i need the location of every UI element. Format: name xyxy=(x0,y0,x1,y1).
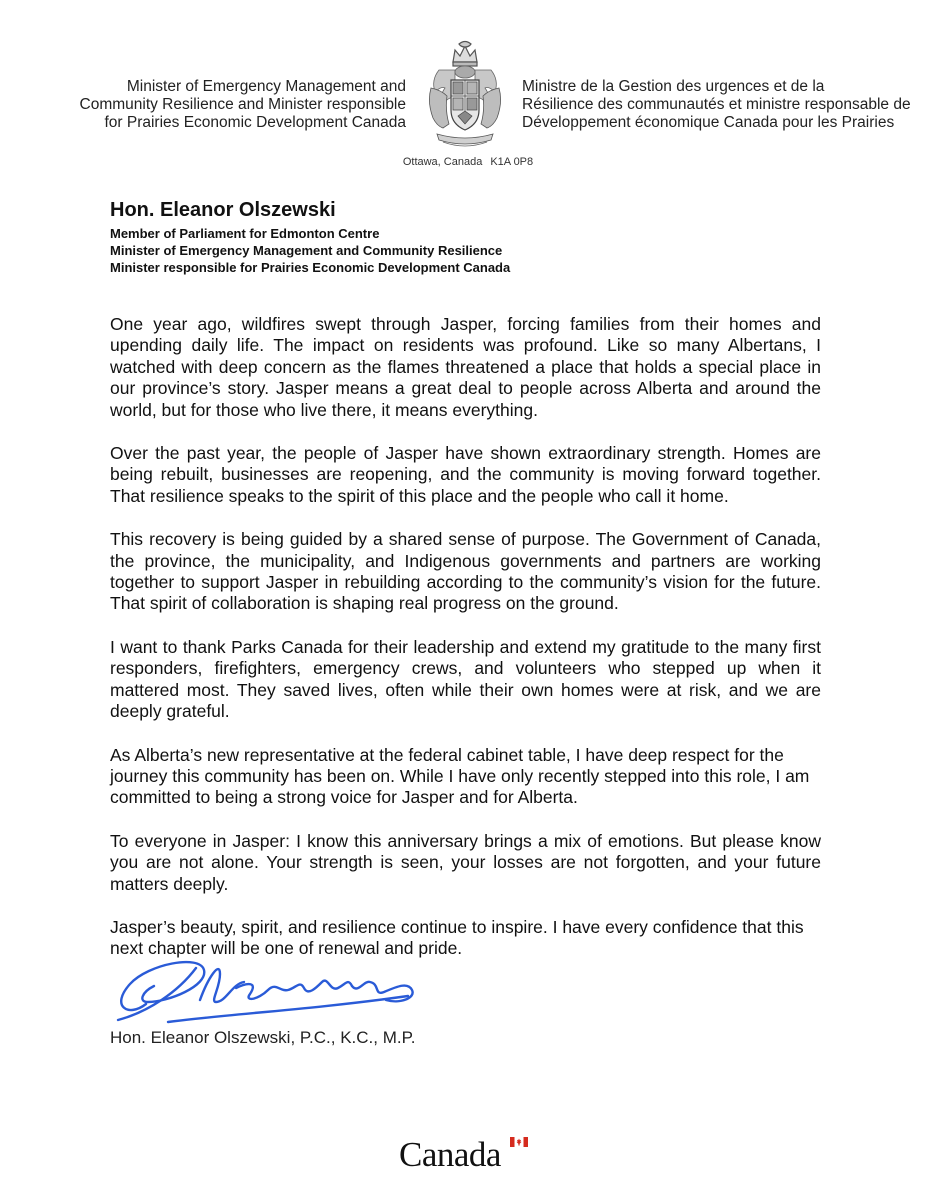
letterhead-french-line: Résilience des communautés et ministre responsable de xyxy=(522,96,911,113)
letter-paragraph: To everyone in Jasper: I know this anniversary brings a mix of emotions. But please know you are not alone. Your strength is seen, your losses are not forgotten, and your future matters deeply. xyxy=(110,830,821,894)
coat-of-arms-icon xyxy=(425,40,505,150)
letterhead-english-line: Community Resilience and Minister responsible xyxy=(79,96,406,113)
letterhead-english-line: for Prairies Economic Development Canada xyxy=(104,114,406,131)
letterhead-french-line: Ministre de la Gestion des urgences et de la xyxy=(522,78,825,95)
letter-paragraph: One year ago, wildfires swept through Jasper, forcing families from their homes and upending daily life. The impact on residents was profound. Like so many Albertans, I watched with deep concern as the flames threatened a place that holds a special place in our province’s story. Jasper means a great deal to people across Alberta and around the world, but for those who live there, it means everything. xyxy=(110,314,821,420)
maple-leaf-flag-icon xyxy=(510,1137,528,1147)
sender-title: Minister of Emergency Management and Community Resilience xyxy=(110,243,503,258)
address-postal-code: K1A 0P8 xyxy=(490,156,534,168)
sender-title: Member of Parliament for Edmonton Centre xyxy=(110,226,380,241)
address-city: Ottawa, Canada xyxy=(402,156,483,168)
signoff-name: Hon. Eleanor Olszewski, P.C., K.C., M.P. xyxy=(110,1028,416,1047)
letterhead-french xyxy=(522,78,911,132)
wordmark-text: Canada xyxy=(399,1135,501,1174)
letter-paragraph: Over the past year, the people of Jasper have shown extraordinary strength. Homes are being rebuilt, businesses are reopening, and the community is moving forward together. That resilience speaks to the spirit of this place and the people who call it home. xyxy=(110,443,821,506)
sender-block xyxy=(110,198,510,276)
sender-title: Minister responsible for Prairies Economic Development Canada xyxy=(110,260,511,275)
letter-paragraph: I want to thank Parks Canada for their leadership and extend my gratitude to the many first responders, firefighters, emergency crews, and volunteers who stepped up when it mattered most. They saved lives, often while their own homes were at risk, and we are deeply grateful. xyxy=(110,636,821,722)
canada-wordmark xyxy=(399,1135,534,1175)
sender-name: Hon. Eleanor Olszewski xyxy=(110,199,336,221)
signature-image xyxy=(108,948,428,1030)
letter-paragraph: As Alberta’s new representative at the federal cabinet table, I have deep respect for the journey this community has been on. While I have only recently stepped into this role, I am committed to being a strong voice for Jasper and for Alberta. xyxy=(110,744,810,808)
letter-body xyxy=(110,314,821,982)
letterhead xyxy=(0,0,928,180)
letterhead-french-line: Développement économique Canada pour les Prairies xyxy=(522,114,895,131)
letterhead-english-line: Minister of Emergency Management and xyxy=(126,78,406,95)
letter-paragraph: Jasper’s beauty, spirit, and resilience continue to inspire. I have every confidence that this next chapter will be one of renewal and pride. xyxy=(110,916,804,959)
ministry-address xyxy=(0,156,928,168)
letterhead-english xyxy=(80,78,407,132)
letter-paragraph: This recovery is being guided by a shared sense of purpose. The Government of Canada, the province, the municipality, and Indigenous governments and partners are working together to support Jasper in rebuilding according to the community’s vision for the future. That spirit of collaboration is shaping real progress on the ground. xyxy=(110,529,821,614)
